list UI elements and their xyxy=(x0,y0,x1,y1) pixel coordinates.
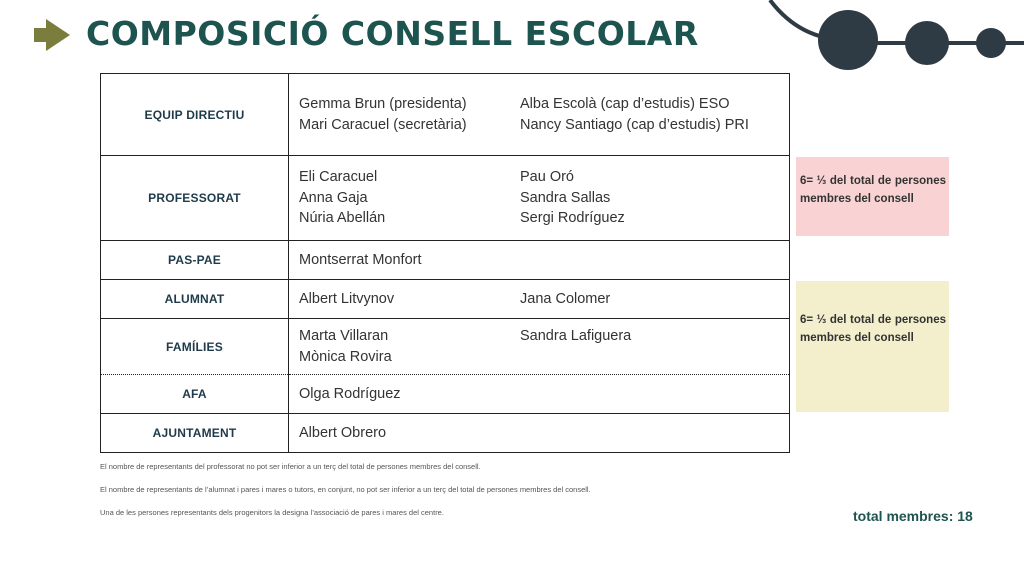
member-name: Pau Oró xyxy=(520,169,574,186)
member-name: Sergi Rodríguez xyxy=(520,210,625,227)
member-name: Gemma Brun (presidenta) xyxy=(299,96,467,112)
alumnat-families-note: 6= ⅓ del total de persones membres del consell xyxy=(796,281,949,412)
member-name: Olga Rodríguez xyxy=(299,385,401,402)
table-row xyxy=(101,319,790,375)
table-row xyxy=(101,156,790,241)
member-name: Mònica Rovira xyxy=(299,348,392,365)
arrow-icon xyxy=(32,15,72,55)
member-name: Albert Litvynov xyxy=(299,290,395,307)
member-name: Alba Escolà (cap d’estudis) ESO xyxy=(520,96,730,112)
footnote: Una de les persones representants dels progenitors la designa l’associació de pares i mares del centre. xyxy=(100,508,444,517)
professorat-note: 6= ⅓ del total de persones membres del consell xyxy=(796,157,949,236)
member-name: Marta Villaran xyxy=(299,328,389,344)
role-label: ALUMNAT xyxy=(101,280,289,319)
table-row xyxy=(101,414,790,453)
table-row xyxy=(101,241,790,280)
member-name: Nancy Santiago (cap d’estudis) PRI xyxy=(520,116,749,133)
member-name: Sandra Sallas xyxy=(520,189,611,206)
role-label: EQUIP DIRECTIU xyxy=(101,74,289,156)
member-name: Montserrat Monfort xyxy=(299,251,422,268)
role-label: PROFESSORAT xyxy=(101,156,289,241)
role-label: FAMÍLIES xyxy=(101,319,289,375)
member-name: Eli Caracuel xyxy=(299,169,378,186)
composition-table xyxy=(100,73,790,453)
role-label: AJUNTAMENT xyxy=(101,414,289,453)
member-name: Sandra Lafiguera xyxy=(520,328,632,344)
member-name: Anna Gaja xyxy=(299,189,368,206)
total-members: total membres: 18 xyxy=(853,508,973,524)
member-name: Mari Caracuel (secretària) xyxy=(299,116,467,133)
page-title: COMPOSICIÓ CONSELL ESCOLAR xyxy=(86,14,699,53)
table-row xyxy=(101,74,790,156)
member-name: Jana Colomer xyxy=(520,290,611,307)
role-label: PAS-PAE xyxy=(101,241,289,280)
member-name: Núria Abellán xyxy=(299,210,386,227)
table-row xyxy=(101,375,790,414)
footnote: El nombre de representants del professorat no pot ser inferior a un terç del total de persones membres del consell. xyxy=(100,462,481,471)
role-label: AFA xyxy=(101,375,289,414)
decorative-circles xyxy=(760,0,1024,80)
footnote: El nombre de representants de l’alumnat i pares i mares o tutors, en conjunt, no pot ser inferior a un terç del total de persones membres del consell. xyxy=(100,485,591,494)
table-row xyxy=(101,280,790,319)
member-name: Albert Obrero xyxy=(299,424,387,441)
